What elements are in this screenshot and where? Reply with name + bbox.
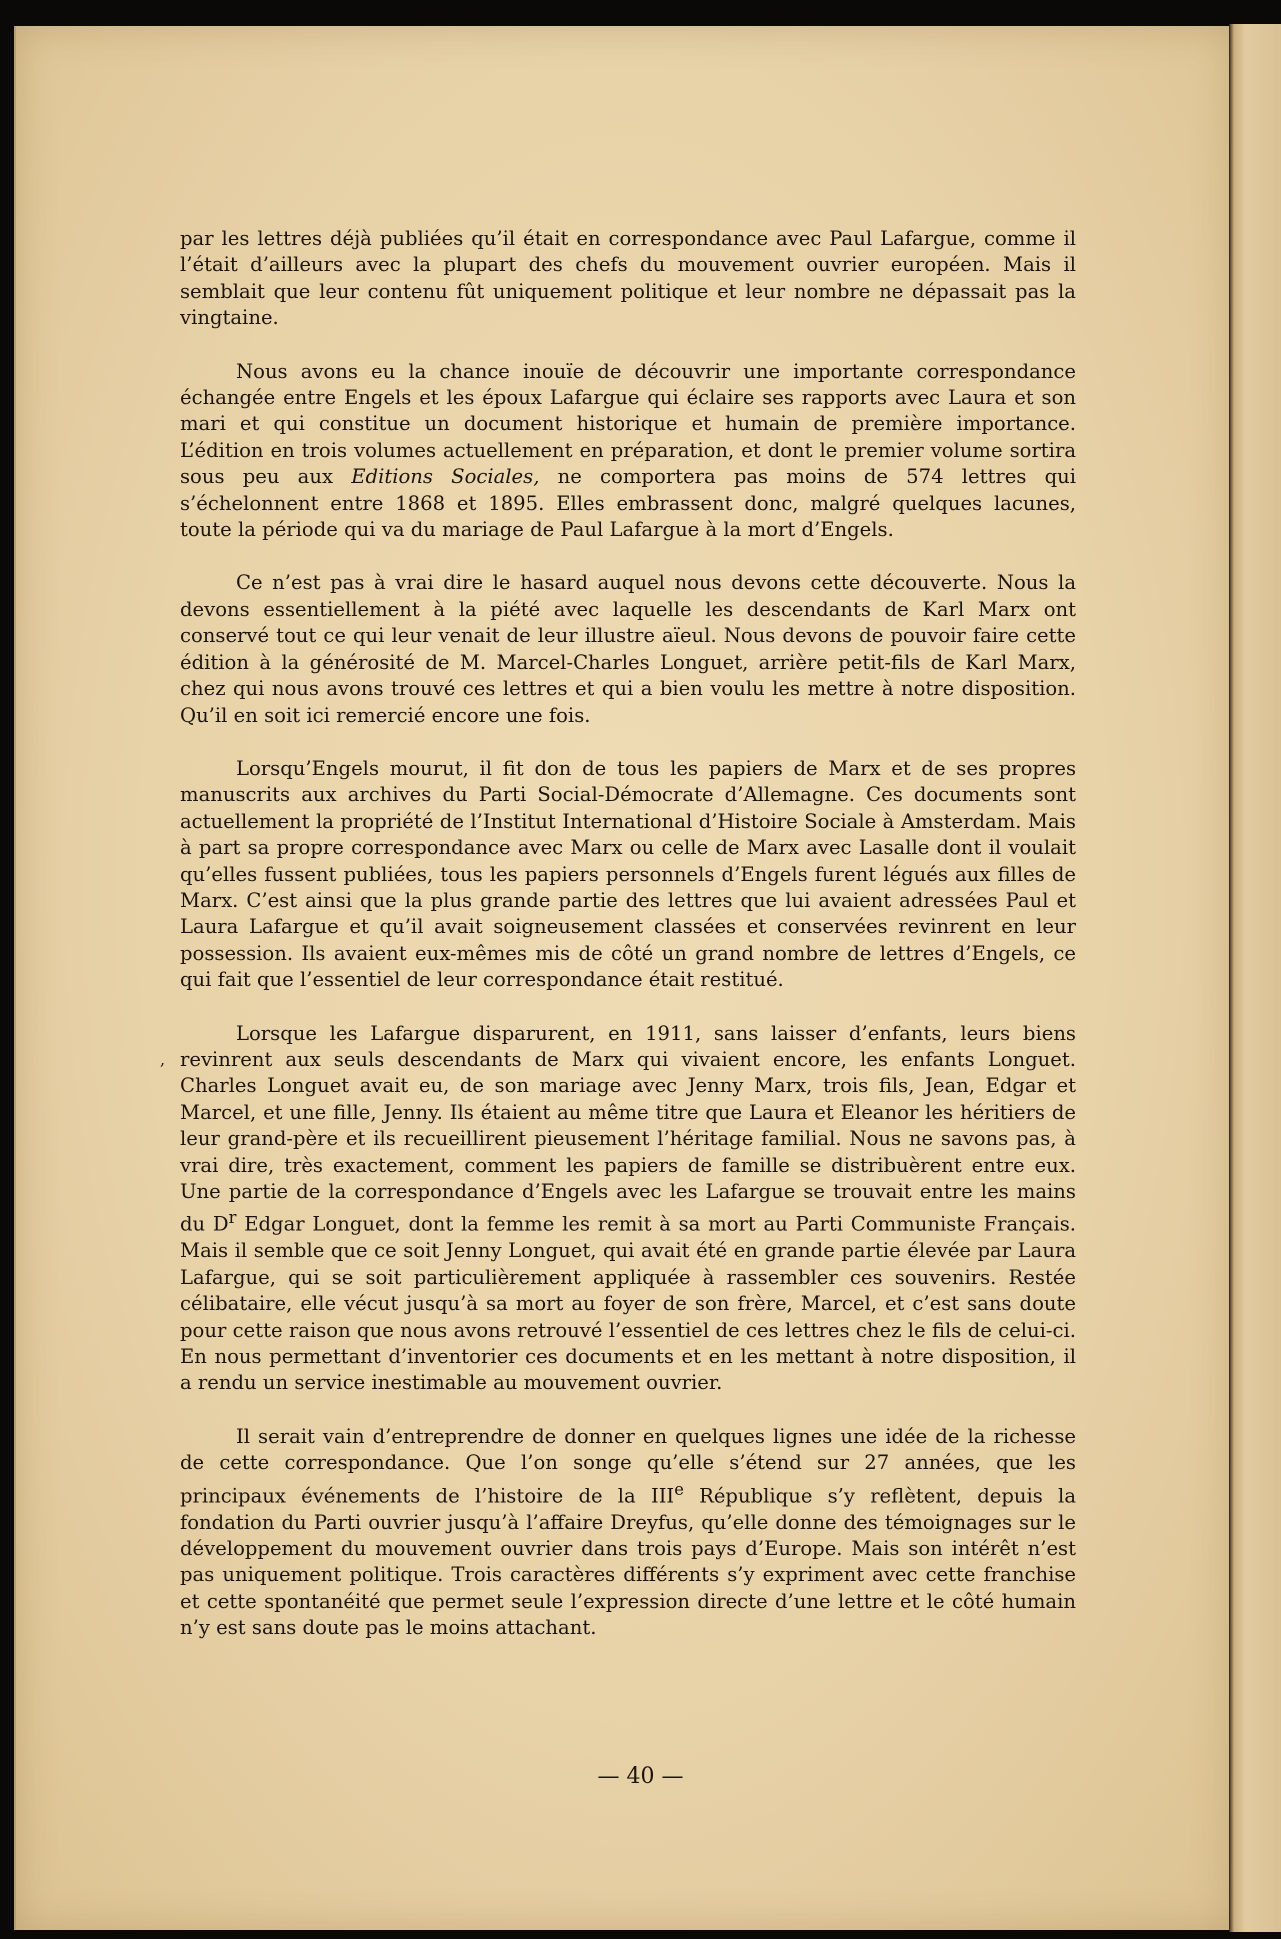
- ink-speck: ,: [160, 1050, 166, 1069]
- paragraph-3-text: Ce n’est pas à vrai dire le hasard auquel nous devons cette découverte. Nous la devons essentiellement à la piété avec laquelle les descendants de Karl Marx ont conservé tout ce qui leur venait de leur illustre aïeul. Nous devons de pouvoir faire cette édition à la générosité de M. Marcel-Charles Longuet, arrière petit-fils de Karl Marx, chez qui nous avons trouvé ces lettres et qui a bien voulu les mettre à notre disposition. Qu’il en soit ici remercié encore une fois.: [180, 571, 1076, 727]
- paragraph-4-text: Lorsqu’Engels mourut, il fit don de tous les papiers de Marx et de ses propres manuscrits aux archives du Parti Social-Démocrate d’Allemagne. Ces documents sont actuellement la propriété de l’Institut International d’Histoire Sociale à Amsterdam. Mais à part sa propre correspondance avec Marx ou celle de Marx avec Lasalle dont il voulait qu’elles fussent publiées, tous les papiers personnels d’Engels furent légués aux filles de Marx. C’est ainsi que la plus grande partie des lettres que lui avaient adressées Paul et Laura Lafargue et qu’il avait soigneusement classées et conservées revinrent en leur possession. Ils avaient eux-mêmes mis de côté un grand nombre de lettres d’Engels, ce qui fait que l’essentiel de leur correspondance était restitué.: [180, 756, 1076, 992]
- ordinal-superscript: e: [674, 1479, 684, 1499]
- paragraph-3: [180, 570, 1076, 728]
- paragraph-6: [180, 1424, 1076, 1642]
- paragraph-1-text: par les lettres déjà publiées qu’il était en correspondance avec Paul Lafargue, comme il l’était d’ailleurs avec la plupart des chefs du mouvement ouvrier européen. Mais il semblait que leur contenu fût uniquement politique et leur nombre ne dépassait pas la vingtaine.: [180, 227, 1076, 330]
- paragraph-5: [180, 1021, 1076, 1397]
- paragraph-1: [180, 226, 1076, 332]
- paragraph-5-text-b: Edgar Longuet, dont la femme les remit à sa mort au Parti Communiste Français. Mais il semble que ce soit Jenny Longuet, qui avait été en grande partie élevée par Laura Lafargue, qui se soit particulièrement appliquée à rassembler ces souvenirs. Restée célibataire, elle vécut jusqu’à sa mort au foyer de son frère, Marcel, et c’est sans doute pour cette raison que nous avons retrouvé l’essentiel de ces lettres chez le fils de celui-ci. En nous permettant d’inventorier ces documents et en les mettant à notre disposition, il a rendu un service inestimable au mouvement ouvrier.: [180, 1212, 1076, 1395]
- next-page-edge: [1230, 24, 1281, 1932]
- paragraph-6-text-b: République s’y reflètent, depuis la fondation du Parti ouvrier jusqu’à l’affaire Dreyfus, qu’elle donne des témoignages sur le développement du mouvement ouvrier dans trois pays d’Europe. Mais son intérêt n’est pas uniquement politique. Trois caractères différents s’y expriment avec cette franchise et cette spontanéité que permet seule l’expression directe d’une lettre et le côté humain n’y est sans doute pas le moins attachant.: [180, 1484, 1076, 1640]
- paragraph-2-text-b: ne comportera pas moins de 574 lettres qui s’échelonnent entre 1868 et 1895. Elles embrassent donc, malgré quelques lacunes, toute la période qui va du mariage de Paul Lafargue à la mort d’Engels.: [180, 465, 1076, 542]
- doctor-abbrev-superscript: r: [228, 1208, 237, 1228]
- paragraph-6-text-a: Il serait vain d’entreprendre de donner en quelques lignes une idée de la richesse de cette correspondance. Que l’on songe qu’elle s’étend sur 27 années, que les principaux événements de l’histoire de la III: [180, 1424, 1076, 1508]
- paragraph-5-text-a: Lorsque les Lafargue disparurent, en 1911, sans laisser d’enfants, leurs biens revinrent aux seuls descendants de Marx qui vivaient encore, les enfants Longuet. Charles Longuet avait eu, de son mariage avec Jenny Marx, trois fils, Jean, Edgar et Marcel, et une fille, Jenny. Ils étaient au même titre que Laura et Eleanor les héritiers de leur grand-père et ils recueillirent pieusement l’héritage familial. Nous ne savons pas, à vrai dire, très exactement, comment les papiers de famille se distribuèrent entre eux. Une partie de la correspondance d’Engels avec les Lafargue se trouvait entre les mains du D: [180, 1021, 1076, 1236]
- publisher-name: Editions Sociales,: [351, 465, 540, 489]
- page-number: — 40 —: [597, 1764, 684, 1789]
- paragraph-4: [180, 756, 1076, 994]
- paragraph-2: [180, 359, 1076, 544]
- body-text: [180, 226, 1076, 1669]
- paragraph-2-text-a: Nous avons eu la chance inouïe de découvrir une importante correspondance échangée entre Engels et les époux Lafargue qui éclaire ses rapports avec Laura et son mari et qui constitue un document historique et humain de première importance. L’édition en trois volumes actuellement en préparation, et dont le premier volume sortira sous peu aux: [180, 359, 1076, 489]
